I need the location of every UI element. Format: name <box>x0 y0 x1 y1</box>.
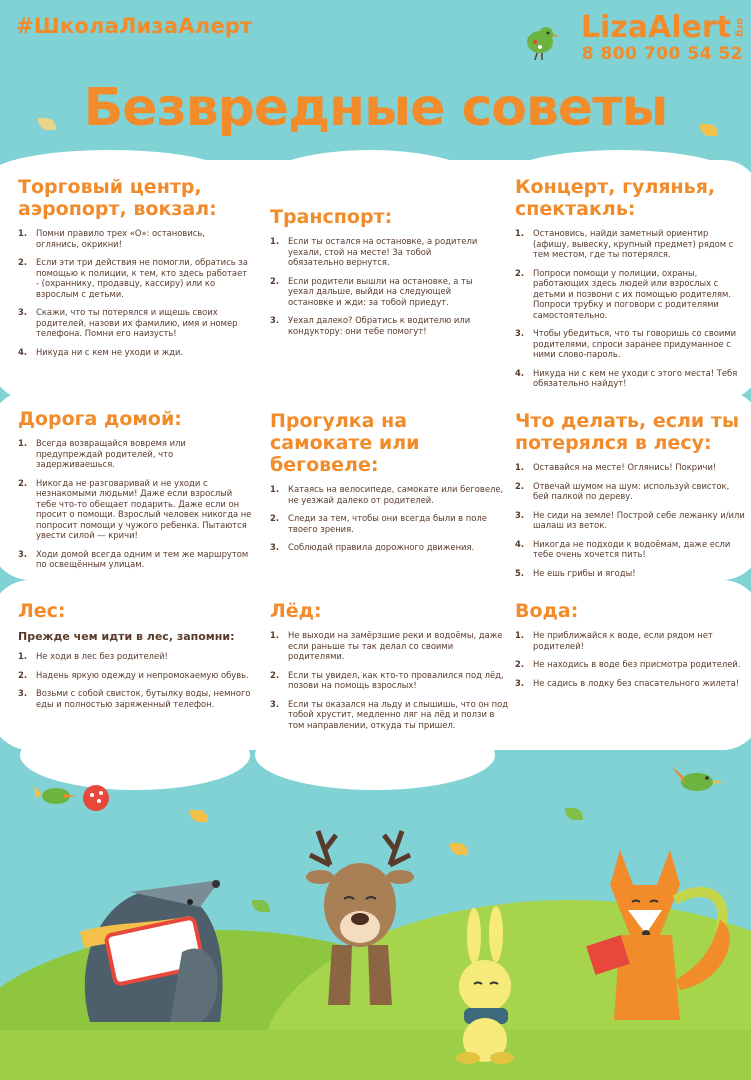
leaf-icon <box>450 843 468 855</box>
list-item: Не ешь грибы и ягоды! <box>533 567 636 578</box>
brand-suffix: org <box>734 18 745 37</box>
leaf-icon <box>190 810 208 822</box>
list-item: Соблюдай правила дорожного движения. <box>288 542 475 552</box>
section-title: Лёд: <box>270 600 322 622</box>
list-item: Никуда ни с кем не уходи с этого места! Тебя обязательно найдут! <box>533 367 738 388</box>
bird-icon <box>665 760 725 800</box>
list-item: Не выходи на замёрзшие реки и водоёмы, даже если раньше ты так делал со своими родителями. <box>288 630 503 661</box>
list-item: Не находись в воде без присмотра родителей. <box>533 659 741 669</box>
list-item: Не сиди на земле! Построй себе лежанку и/или шалаш из веток. <box>533 509 745 530</box>
list-item: Не ходи в лес без родителей! <box>36 651 168 661</box>
list-item: Чтобы убедиться, что ты говоришь со своими родителями, спроси заранее придуманное с ними слово-пароль. <box>533 328 737 359</box>
list-item: Следи за тем, чтобы они всегда были в поле твоего зрения. <box>288 513 487 534</box>
list-item: Помни правило трех «О»: остановись, оглянись, окрикни! <box>36 228 205 249</box>
list-item: Возьми с собой свисток, бутылку воды, немного еды и полностью заряженный телефон. <box>36 688 251 709</box>
section-water <box>515 600 747 696</box>
list-item: Если эти три действия не помогли, обратись за помощью к полиции, к тем, кто здесь работает - (охраннику, продавцу, кассиру) или ко взрослым с детьми. <box>36 257 248 299</box>
section-title: Вода: <box>515 600 579 622</box>
list-item: Если ты оказался на льду и слышишь, что он под тобой хрустит, медленно ляг на лёд и ползи в том направлении, откуда ты пришел. <box>288 698 509 730</box>
section-mall <box>18 176 248 365</box>
hedgehog-icon <box>70 862 240 1032</box>
fox-icon <box>580 830 740 1040</box>
list-item: Ходи домой всегда одним и тем же маршрутом по освещённым улицам. <box>36 548 249 569</box>
list-item: Надень яркую одежду и непромокаемую обувь. <box>36 669 249 680</box>
brand-phone: 8 800 700 54 52 <box>581 44 743 64</box>
section-road-home <box>18 408 254 578</box>
brand-name: LizaAlert <box>580 10 731 45</box>
list-item: Катаясь на велосипеде, самокате или беговеле, не уезжай далеко от родителей. <box>288 484 504 505</box>
section-transport <box>270 206 485 344</box>
section-concert <box>515 176 745 397</box>
list-item: Отвечай шумом на шум: используй свисток, бей палкой по дереву. <box>533 480 730 501</box>
list-item: Не приближайся к воде, если рядом нет родителей! <box>533 630 713 651</box>
section-title: Что делать, если ты потерялся в лесу: <box>515 410 740 454</box>
deer-icon <box>300 825 420 1010</box>
list-item: Уехал далеко? Обратись к водителю или кондуктору: они тебе помогут! <box>288 315 471 336</box>
section-scooter <box>270 410 510 561</box>
section-title: Прогулка на самокате или беговеле: <box>270 410 420 476</box>
section-ice <box>270 600 510 738</box>
list-item: Никогда не подходи к водоёмам, даже если тебе очень хочется пить! <box>533 538 731 559</box>
rabbit-icon <box>440 906 530 1066</box>
list-item: Никогда не разговаривай и не уходи с незнакомыми людьми! Даже если взрослый тебе что-то обещает подарить. Даже если он просит о помощи. Взрослый человек никогда не попросит помощи у чужого ребенка. Пытаются увести силой — кричи! <box>36 477 252 540</box>
bird-icon <box>520 18 562 62</box>
list-item: Попроси помощи у полиции, охраны, работающих здесь людей или взрослых с детьми и позвони с их помощью родителям. Попроси трубку и поговори с родителями самостоятельно. <box>533 267 731 320</box>
section-title: Лес: <box>18 600 66 622</box>
list-item: Оставайся на месте! Оглянись! Покричи! <box>533 462 717 472</box>
section-lost-in-forest <box>515 410 747 586</box>
list-item: Если ты остался на остановке, а родители уехали, стой на месте! За тобой обязательно вернутся. <box>288 236 478 267</box>
section-title: Концерт, гулянья, спектакль: <box>515 176 716 220</box>
list-item: Если родители вышли на остановке, а ты уехал дальше, выйди на следующей остановке и жди: за тобой приедут. <box>288 275 473 307</box>
section-title: Транспорт: <box>270 206 393 228</box>
list-item: Не садись в лодку без спасательного жилета! <box>533 677 740 688</box>
list-item: Скажи, что ты потерялся и ищешь своих родителей, назови их фамилию, имя и номер телефона. Помни его наизусть! <box>36 307 238 338</box>
leaf-icon <box>565 808 583 820</box>
list-item: Всегда возвращайся вовремя или предупреждай родителей, что задерживаешься. <box>36 438 186 469</box>
leaf-icon <box>252 900 270 912</box>
brand-block <box>581 12 743 64</box>
bird-icon <box>34 774 114 814</box>
page-title: Безвредные советы <box>83 78 668 138</box>
list-item: Остановись, найди заметный ориентир (афишу, вывеску, крупный предмет) рядом с тем местом, где ты потерялся. <box>533 228 734 259</box>
section-subtitle: Прежде чем идти в лес, запомни: <box>18 630 235 643</box>
list-item: Никуда ни с кем не уходи и жди. <box>36 346 184 357</box>
hashtag: #ШколаЛизаАлерт <box>16 14 253 38</box>
section-title: Дорога домой: <box>18 408 182 430</box>
section-forest <box>18 600 254 717</box>
list-item: Если ты увидел, как кто-то провалился под лёд, позови на помощь взрослых! <box>288 669 504 690</box>
section-title: Торговый центр, аэропорт, вокзал: <box>18 176 217 220</box>
